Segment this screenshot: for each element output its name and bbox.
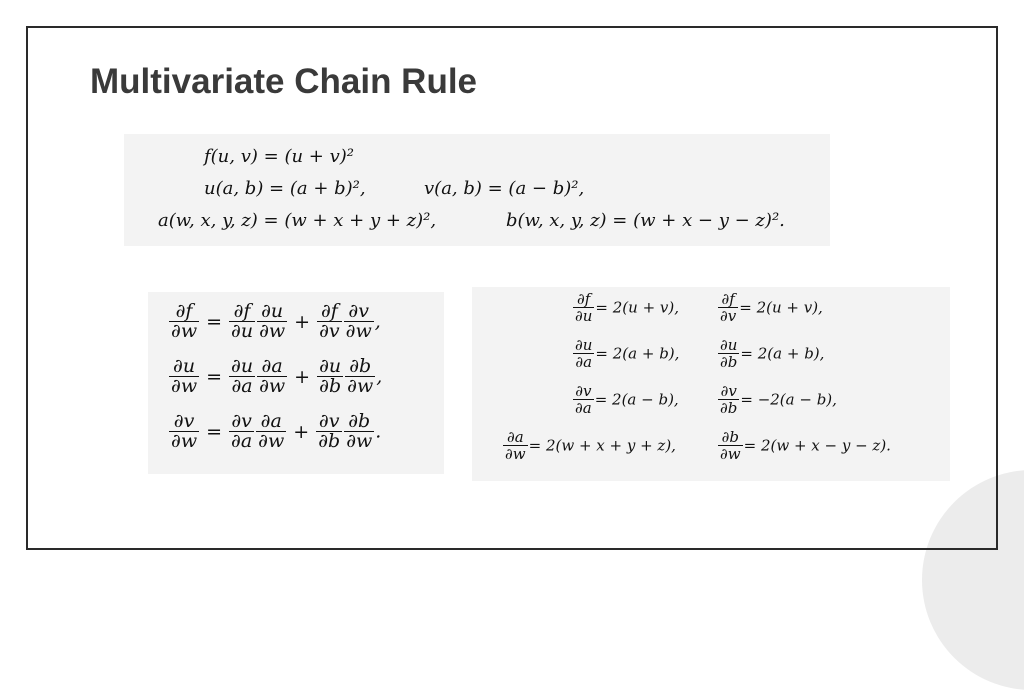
fraction: $\frac{\partial v}{\partial w}$: [345, 300, 372, 342]
chain-rule-row: $\frac{\partial v}{\partial w}$ = $\frac{\partial v}{\partial a}$ $\frac{\partial a}{\partial w}$ + $\frac{\partial v}{\partial b}$ $\frac{\partial b}{\partial w}$ .: [171, 410, 382, 452]
fraction: $\frac{\partial b}{\partial w}$: [720, 428, 741, 463]
fraction: $\frac{\partial b}{\partial w}$: [347, 355, 374, 397]
definition-v: v(a, b) = (a − b)²,: [424, 178, 585, 199]
fraction: $\frac{\partial f}{\partial u}$: [231, 300, 254, 342]
partials-row: $\frac{\partial a}{\partial w}$ = 2(w + x + y + z),: [505, 428, 676, 463]
fraction: $\frac{\partial b}{\partial w}$: [346, 410, 373, 452]
partials-row: $\frac{\partial b}{\partial w}$ = 2(w + x − y − z).: [720, 428, 891, 463]
fraction: $\frac{\partial u}{\partial w}$: [259, 300, 286, 342]
partials-row: $\frac{\partial v}{\partial a}$ = 2(a − b),: [575, 382, 679, 417]
fraction: $\frac{\partial u}{\partial w}$: [171, 355, 198, 397]
fraction: $\frac{\partial f}{\partial u}$: [575, 290, 593, 325]
definitions-panel: [124, 134, 830, 246]
partials-row: $\frac{\partial f}{\partial v}$ = 2(u + v),: [720, 290, 823, 325]
fraction: $\frac{\partial v}{\partial a}$: [231, 410, 253, 452]
fraction: $\frac{\partial a}{\partial w}$: [505, 428, 526, 463]
fraction: $\frac{\partial v}{\partial a}$: [575, 382, 592, 417]
fraction: $\frac{\partial a}{\partial w}$: [259, 355, 286, 397]
partials-block: [472, 287, 950, 481]
fraction: $\frac{\partial v}{\partial w}$: [171, 410, 198, 452]
fraction: $\frac{\partial f}{\partial v}$: [720, 290, 737, 325]
partials-row: $\frac{\partial u}{\partial a}$ = 2(a + b),: [575, 336, 680, 371]
definition-u: u(a, b) = (a + b)²,: [204, 178, 366, 199]
partials-row: $\frac{\partial u}{\partial b}$ = 2(a + b),: [720, 336, 825, 371]
fraction: $\frac{\partial a}{\partial w}$: [258, 410, 285, 452]
fraction: $\frac{\partial u}{\partial a}$: [231, 355, 254, 397]
fraction: $\frac{\partial v}{\partial b}$: [720, 382, 738, 417]
chain-rule-block: [148, 292, 444, 474]
chain-rule-row: $\frac{\partial f}{\partial w}$ = $\frac{\partial f}{\partial u}$ $\frac{\partial u}{\partial w}$ + $\frac{\partial f}{\partial v}$ $\frac{\partial v}{\partial w}$ ,: [171, 300, 381, 342]
fraction: $\frac{\partial f}{\partial v}$: [319, 300, 340, 342]
chain-rule-row: $\frac{\partial u}{\partial w}$ = $\frac{\partial u}{\partial a}$ $\frac{\partial a}{\partial w}$ + $\frac{\partial u}{\partial b}$ $\frac{\partial b}{\partial w}$ ,: [171, 355, 383, 397]
partials-row: $\frac{\partial f}{\partial u}$ = 2(u + v),: [575, 290, 680, 325]
definition-f: f(u, v) = (u + v)²: [204, 146, 354, 167]
definition-b: b(w, x, y, z) = (w + x − y − z)².: [506, 210, 785, 231]
fraction: $\frac{\partial f}{\partial w}$: [171, 300, 198, 342]
definitions-block: [124, 134, 830, 246]
definition-a: a(w, x, y, z) = (w + x + y + z)²,: [158, 210, 437, 231]
slide-title: Multivariate Chain Rule: [90, 62, 478, 101]
chain-rule-panel: [148, 292, 444, 474]
fraction: $\frac{\partial u}{\partial b}$: [319, 355, 342, 397]
partials-panel: [472, 287, 950, 481]
fraction: $\frac{\partial u}{\partial a}$: [575, 336, 593, 371]
fraction: $\frac{\partial u}{\partial b}$: [720, 336, 738, 371]
partials-row: $\frac{\partial v}{\partial b}$ = −2(a − b),: [720, 382, 837, 417]
fraction: $\frac{\partial v}{\partial b}$: [318, 410, 341, 452]
